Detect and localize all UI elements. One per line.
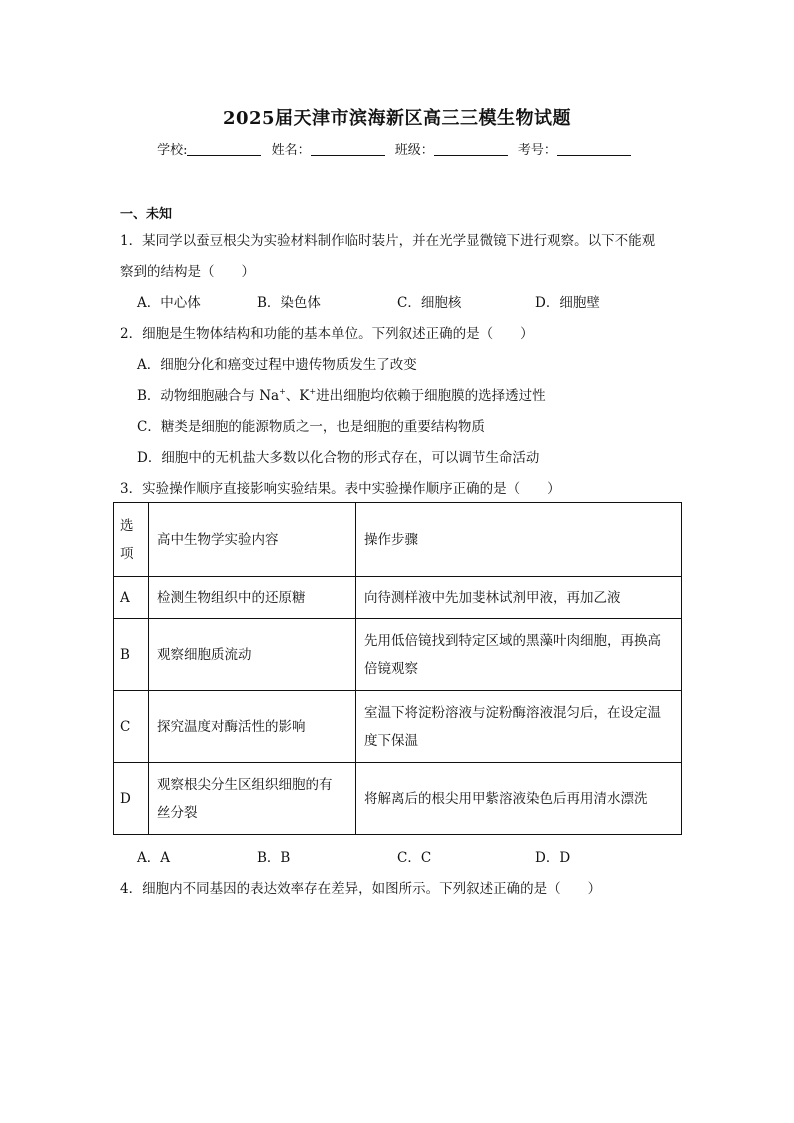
section-heading: 一、未知 — [120, 207, 173, 222]
row-content-cell: 检测生物组织中的还原糖 — [149, 577, 356, 619]
table-row — [114, 691, 682, 763]
table-row — [114, 619, 682, 691]
q2-option-b-sup1: + — [279, 387, 286, 396]
row-steps-line1: 先用低倍镜找到特定区域的黑藻叶肉细胞，再换高 — [364, 632, 661, 649]
q4-stem: 4．细胞内不同基因的表达效率存在差异，如图所示。下列叙述正确的是（ ） — [120, 881, 602, 897]
table-row — [114, 577, 682, 619]
row-option-cell: C — [114, 691, 149, 763]
name-label: 姓名： — [271, 143, 311, 158]
q2-option-b-post: 进出细胞均依赖于细胞膜的选择透过性 — [316, 388, 546, 404]
row-steps-cell — [356, 691, 682, 763]
q2-option-d[interactable]: D．细胞中的无机盐大多数以化合物的形式存在，可以调节生命活动 — [137, 450, 540, 466]
header-option-cell — [114, 503, 149, 577]
header-option-line1: 选 — [120, 517, 134, 534]
class-blank[interactable] — [434, 143, 508, 156]
school-label: 学校: — [157, 143, 188, 158]
name-blank[interactable] — [311, 143, 385, 156]
header-steps-cell: 操作步骤 — [356, 503, 682, 577]
q1-option-b[interactable]: B．染色体 — [257, 295, 321, 311]
q2-option-b[interactable] — [137, 384, 546, 404]
row-option-cell: A — [114, 577, 149, 619]
row-content-cell: 探究温度对酶活性的影响 — [149, 691, 356, 763]
row-steps-line1: 室温下将淀粉溶液与淀粉酶溶液混匀后，在设定温 — [364, 704, 661, 721]
row-content-cell — [149, 763, 356, 835]
student-info-line — [0, 139, 794, 158]
exam-no-blank[interactable] — [557, 143, 631, 156]
q2-option-b-mid: 、K — [285, 388, 310, 404]
row-content-line2: 丝分裂 — [157, 804, 198, 821]
header-option-line2: 项 — [120, 545, 134, 562]
row-steps-line2: 倍镜观察 — [364, 660, 418, 677]
school-blank[interactable] — [187, 143, 261, 156]
q3-option-a[interactable]: A．A — [137, 850, 170, 866]
row-option-cell: D — [114, 763, 149, 835]
table-header-row — [114, 503, 682, 577]
q1-stem-line1: 1．某同学以蚕豆根尖为实验材料制作临时装片，并在光学显微镜下进行观察。以下不能观 — [120, 233, 656, 249]
table-row — [114, 763, 682, 835]
q2-option-c[interactable]: C．糖类是细胞的能源物质之一，也是细胞的重要结构物质 — [137, 419, 485, 435]
row-steps-cell: 向待测样液中先加斐林试剂甲液，再加乙液 — [356, 577, 682, 619]
q1-option-d[interactable]: D．细胞壁 — [535, 295, 600, 311]
q1-stem-line2: 察到的结构是（ ） — [120, 264, 255, 280]
row-content-cell: 观察细胞质流动 — [149, 619, 356, 691]
experiment-table — [113, 502, 682, 835]
exam-title: 2025届天津市滨海新区高三三模生物试题 — [222, 108, 572, 129]
q3-stem: 3．实验操作顺序直接影响实验结果。表中实验操作顺序正确的是（ ） — [120, 481, 561, 497]
q1-option-a[interactable]: A．中心体 — [137, 295, 201, 311]
row-content-line1: 观察根尖分生区组织细胞的有 — [157, 776, 333, 793]
q3-option-d[interactable]: D．D — [535, 850, 571, 866]
q2-stem: 2．细胞是生物体结构和功能的基本单位。下列叙述正确的是（ ） — [120, 326, 534, 342]
q3-option-b[interactable]: B．B — [257, 850, 291, 866]
q2-option-b-pre: B．动物细胞融合与 Na — [137, 388, 280, 404]
q2-option-b-sup2: + — [309, 387, 317, 396]
exam-no-label: 考号： — [517, 143, 557, 158]
row-steps-cell: 将解离后的根尖用甲紫溶液染色后再用清水漂洗 — [356, 763, 682, 835]
q3-option-c[interactable]: C．C — [397, 850, 432, 866]
row-steps-cell — [356, 619, 682, 691]
q1-option-c[interactable]: C．细胞核 — [397, 295, 462, 311]
q2-option-a[interactable]: A．细胞分化和癌变过程中遗传物质发生了改变 — [137, 357, 417, 373]
row-option-cell: B — [114, 619, 149, 691]
header-content-cell: 高中生物学实验内容 — [149, 503, 356, 577]
row-steps-line2: 度下保温 — [364, 732, 418, 749]
class-label: 班级： — [394, 143, 434, 158]
